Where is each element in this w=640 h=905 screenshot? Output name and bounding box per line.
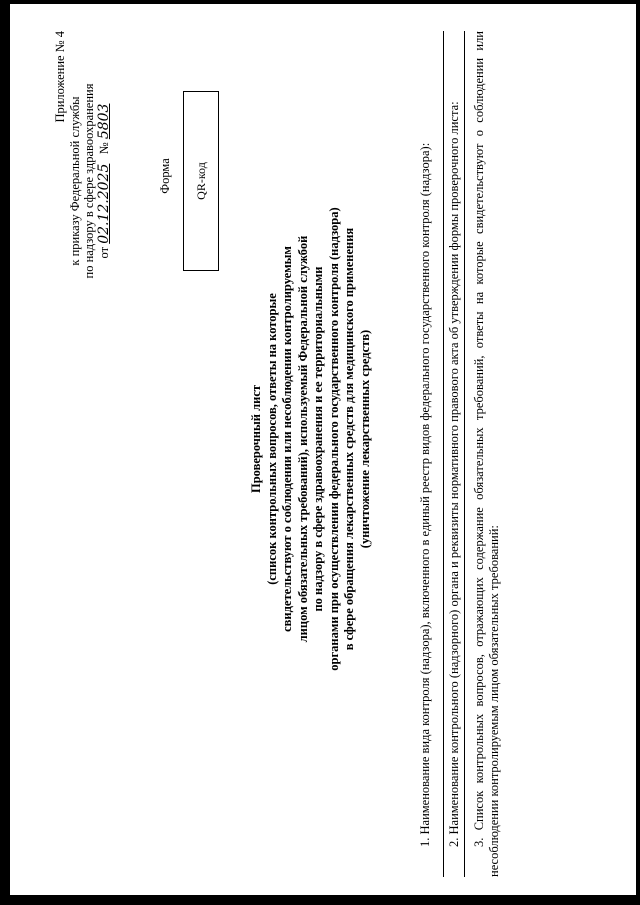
from-label: от <box>96 246 111 259</box>
appendix-date-line <box>97 31 112 331</box>
title-line: (уничтожение лекарственных средств) <box>357 329 372 549</box>
title-line: органами при осуществлении федерального государственного контроля (надзора) <box>326 207 341 671</box>
document-page <box>53 31 573 877</box>
form-label: Форма <box>158 158 172 194</box>
fill-in-line <box>443 31 444 877</box>
checklist-title <box>249 61 373 817</box>
fill-in-line <box>464 31 465 877</box>
handwritten-number: 5803 <box>95 103 112 140</box>
appendix-order-line: к приказу Федеральной службы <box>67 96 82 266</box>
appendix-number: Приложение № 4 <box>53 31 67 123</box>
title-line: лицом обязательных требований), используемый Федеральной службой <box>295 235 310 643</box>
title-line: свидетельствуют о соблюдении или несоблюдении контролируемым <box>280 246 294 632</box>
title-main: Проверочный лист <box>249 384 263 494</box>
title-line: (список контрольных вопросов, ответы на которые <box>264 293 279 585</box>
qr-code-label: QR-код <box>193 162 208 200</box>
item-1-control-type: 1. Наименование вида контроля (надзора), включенного в единый реестр видов федерального государственного контроля (надзора): <box>418 142 432 847</box>
appendix-agency-line: по надзору в сфере здравоохранения <box>82 83 96 279</box>
title-line: в сфере обращения лекарственных средств для медицинского применения <box>342 227 356 651</box>
checklist-items <box>418 31 502 877</box>
appendix-header <box>53 31 111 331</box>
title-line: по надзору в сфере здравоохранения и ее территориальными <box>311 266 325 612</box>
number-label: № <box>96 142 111 155</box>
qr-code-box <box>183 91 219 271</box>
handwritten-date: 02.12.2025 <box>95 163 112 244</box>
item-3-question-list: 3. Список контрольных вопросов, отражающих содержание обязательных требований, ответы на которые свидетельствуют о соблюдении или несоблюдении контролируемым лицом обязательных требований: <box>472 31 501 877</box>
item-2-authority: 2. Наименование контрольного (надзорного) органа и реквизиты нормативного правового акта об утверждении формы проверочного листа: <box>447 101 461 847</box>
